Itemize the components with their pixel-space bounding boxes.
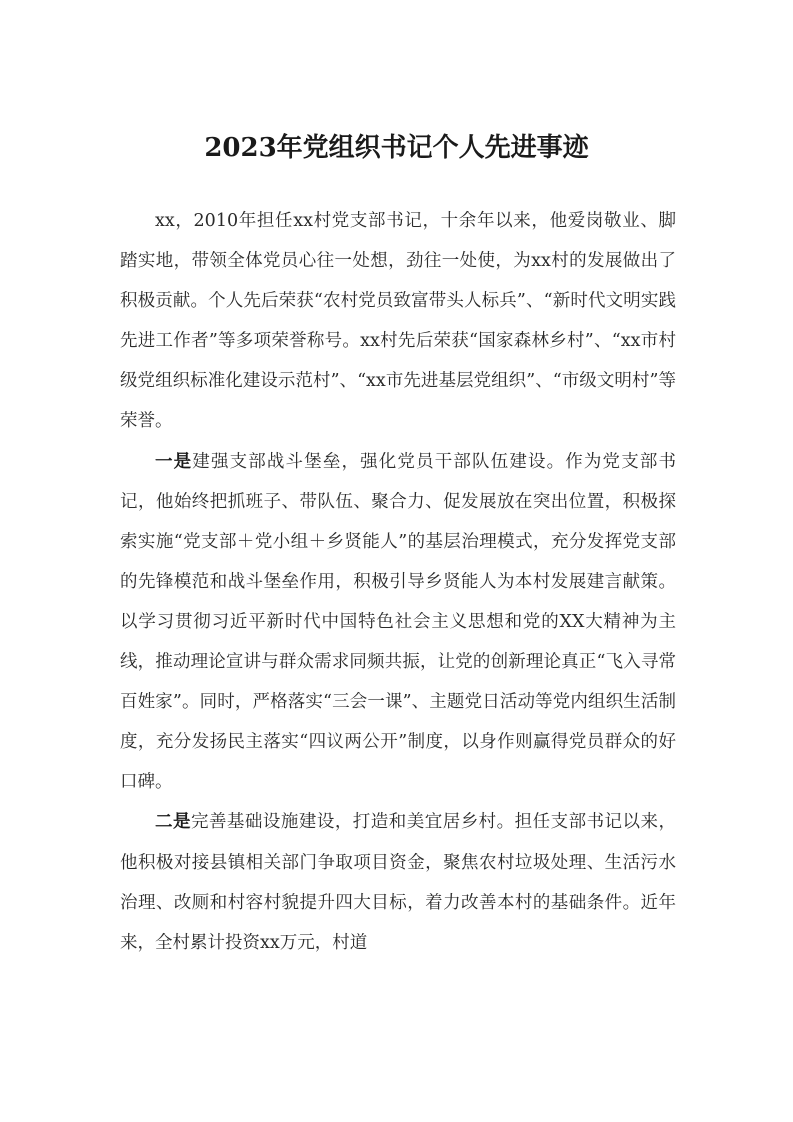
paragraph-lead: 二是 [155,812,191,833]
paragraph-lead: 一是 [155,451,193,472]
paragraph-text: 完善基础设施建设，打造和美宜居乡村。担任支部书记以来，他积极对接县镇相关部门争取项目资金，聚焦农村垃圾处理、生活污水治理、改厕和村容村貌提升四大目标，着力改善本村的基础条件。近年来，全村累计投资xx万元，村道 [120,812,677,953]
paragraph-point-two [120,802,676,962]
paragraph-intro [120,201,676,442]
paragraph-point-one [120,442,676,803]
paragraph-text: 建强支部战斗堡垒，强化党员干部队伍建设。作为党支部书记，他始终把抓班子、带队伍、聚合力、促发展放在突出位置，积极探索实施“党支部＋党小组＋乡贤能人”的基层治理模式，充分发挥党支部的先锋模范和战斗堡垒作用，积极引导乡贤能人为本村发展建言献策。以学习贯彻习近平新时代中国特色社会主义思想和党的XX大精神为主线，推动理论宣讲与群众需求同频共振，让党的创新理论真正“飞入寻常百姓家”。同时，严格落实“三会一课”、主题党日活动等党内组织生活制度，充分发扬民主落实“四议两公开”制度，以身作则赢得党员群众的好口碑。 [120,451,676,793]
document-body [120,201,676,963]
paragraph-text: xx，2010年担任xx村党支部书记，十余年以来，他爱岗敬业、脚踏实地，带领全体党员心往一处想，劲往一处使，为xx村的发展做出了积极贡献。个人先后荣获“农村党员致富带头人标兵”、“新时代文明实践先进工作者”等多项荣誉称号。xx村先后荣获“国家森林乡村”、“xx市村级党组织标准化建设示范村”、“xx市先进基层党组织”、“市级文明村”等荣誉。 [120,211,676,432]
document-title: 2023年党组织书记个人先进事迹 [204,133,589,163]
